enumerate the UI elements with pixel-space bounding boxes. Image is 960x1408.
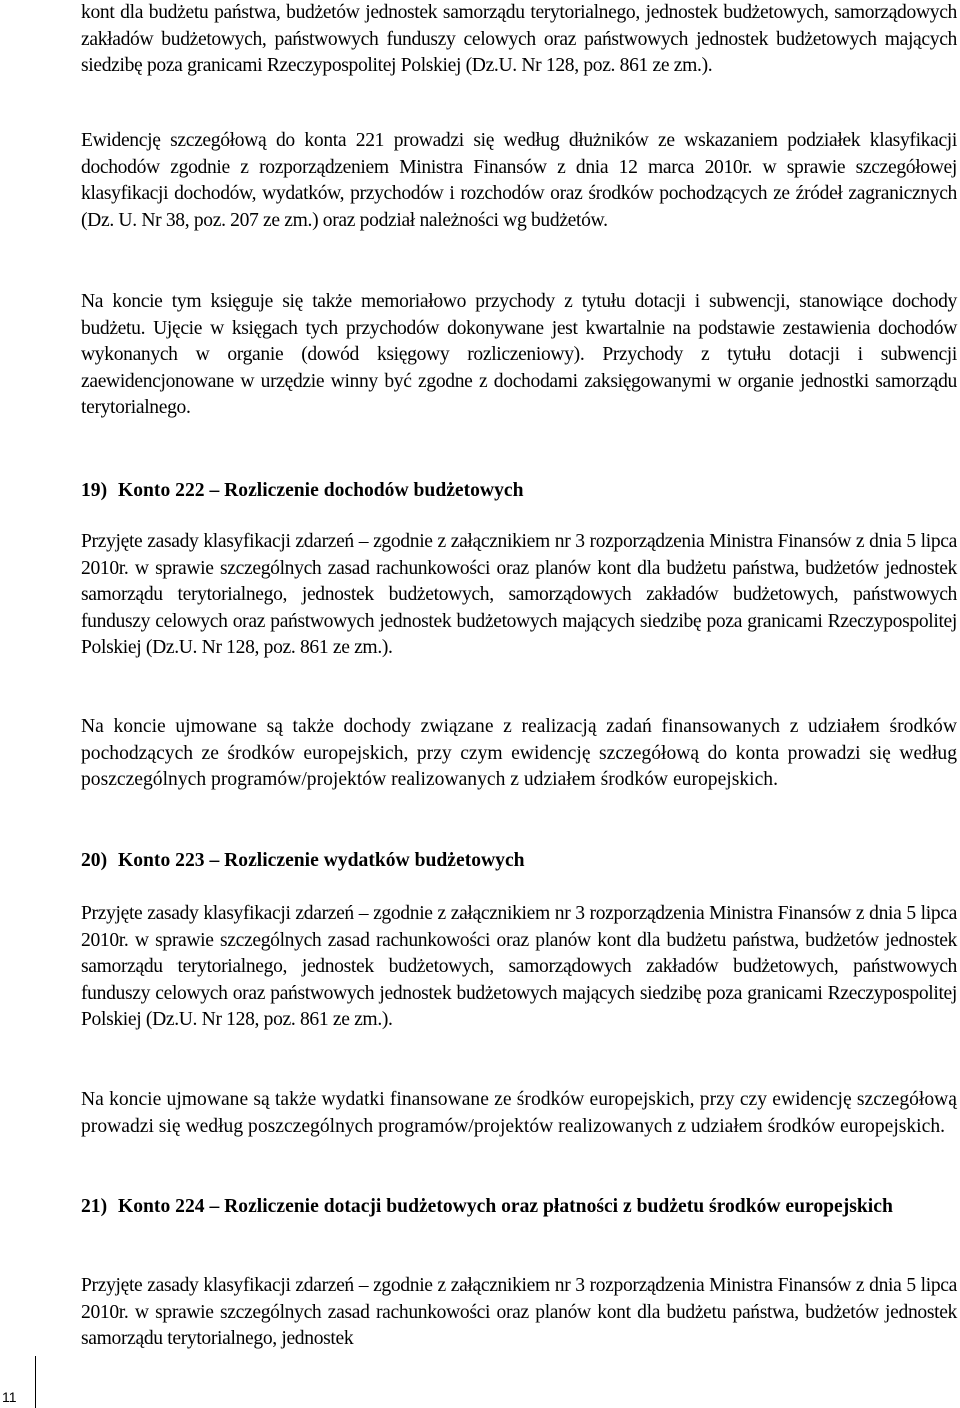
- section-heading: [81, 1193, 957, 1220]
- paragraph: Przyjęte zasady klasyfikacji zdarzeń – zgodnie z załącznikiem nr 3 rozporządzenia Ministra Finansów z dnia 5 lipca 2010r. w sprawie szczególnych zasad rachunkowości oraz planów kont dla budżetu państwa, budżetów jednostek samorządu terytorialnego, jednostek budżetowych, samorządowych zakładów budżetowych, państwowych funduszy celowych oraz państwowych jednostek budżetowych mających siedzibę poza granicami Rzeczypospolitej Polskiej (Dz.U. Nr 128, poz. 861 ze zm.).: [81, 531, 957, 659]
- paragraph: Na koncie ujmowane są także dochody związane z realizacją zadań finansowanych z udziałem środków pochodzących ze środków europejskich, przy czym ewidencję szczegółową do konta prowadzi się według poszczególnych programów/projektów realizowanych z udziałem środków europejskich.: [81, 716, 957, 791]
- paragraph: Przyjęte zasady klasyfikacji zdarzeń – zgodnie z załącznikiem nr 3 rozporządzenia Ministra Finansów z dnia 5 lipca 2010r. w sprawie szczególnych zasad rachunkowości oraz planów kont dla budżetu państwa, budżetów jednostek samorządu terytorialnego, jednostek budżetowych, samorządowych zakładów budżetowych, państwowych funduszy celowych oraz państwowych jednostek budżetowych mających siedzibę poza granicami Rzeczypospolitej Polskiej (Dz.U. Nr 128, poz. 861 ze zm.).: [81, 903, 957, 1031]
- section-title: Konto 224 – Rozliczenie dotacji budżetowych oraz płatności z budżetu środków europejskich: [118, 1196, 893, 1217]
- paragraph: kont dla budżetu państwa, budżetów jednostek samorządu terytorialnego, jednostek budżetowych, samorządowych zakładów budżetowych, państwowych funduszy celowych oraz państwowych jednostek budżetowych mających siedzibę poza granicami Rzeczypospolitej Polskiej (Dz.U. Nr 128, poz. 861 ze zm.).: [81, 2, 957, 77]
- section-title: Konto 222 – Rozliczenie dochodów budżetowych: [118, 480, 524, 501]
- section-title: Konto 223 – Rozliczenie wydatków budżetowych: [118, 850, 525, 871]
- paragraph: Ewidencję szczegółową do konta 221 prowadzi się według dłużników ze wskazaniem podziałek klasyfikacji dochodów zgodnie z rozporządzeniem Ministra Finansów z dnia 12 marca 2010r. w sprawie szczegółowej klasyfikacji dochodów, wydatków, przychodów i rozchodów oraz środków pochodzących ze źródeł zagranicznych (Dz. U. Nr 38, poz. 207 ze zm.) oraz podział należności wg budżetów.: [81, 130, 957, 231]
- section-heading: [81, 477, 957, 504]
- margin-rule: [35, 1356, 36, 1408]
- page-number: 11: [2, 1389, 17, 1405]
- section-number: 19): [81, 480, 108, 501]
- paragraph: Na koncie ujmowane są także wydatki finansowane ze środków europejskich, przy czy ewidencję szczegółową prowadzi się według poszczególnych programów/projektów realizowanych z udziałem środków europejskich.: [81, 1089, 957, 1137]
- paragraph: Przyjęte zasady klasyfikacji zdarzeń – zgodnie z załącznikiem nr 3 rozporządzenia Ministra Finansów z dnia 5 lipca 2010r. w sprawie szczególnych zasad rachunkowości oraz planów kont dla budżetu państwa, budżetów jednostek samorządu terytorialnego, jednostek: [81, 1275, 957, 1350]
- section-number: 20): [81, 850, 108, 871]
- paragraph: Na koncie tym księguje się także memoriałowo przychody z tytułu dotacji i subwencji, stanowiące dochody budżetu. Ujęcie w księgach tych przychodów dokonywane jest kwartalnie na podstawie zestawienia dochodów wykonanych w organie (dowód księgowy rozliczeniowy). Przychody z tytułu dotacji i subwencji zaewidencjonowane w urzędzie winny być zgodne z dochodami zaksięgowanymi w organie jednostki samorządu terytorialnego.: [81, 291, 957, 419]
- section-number: 21): [81, 1196, 108, 1217]
- section-heading: [81, 847, 957, 874]
